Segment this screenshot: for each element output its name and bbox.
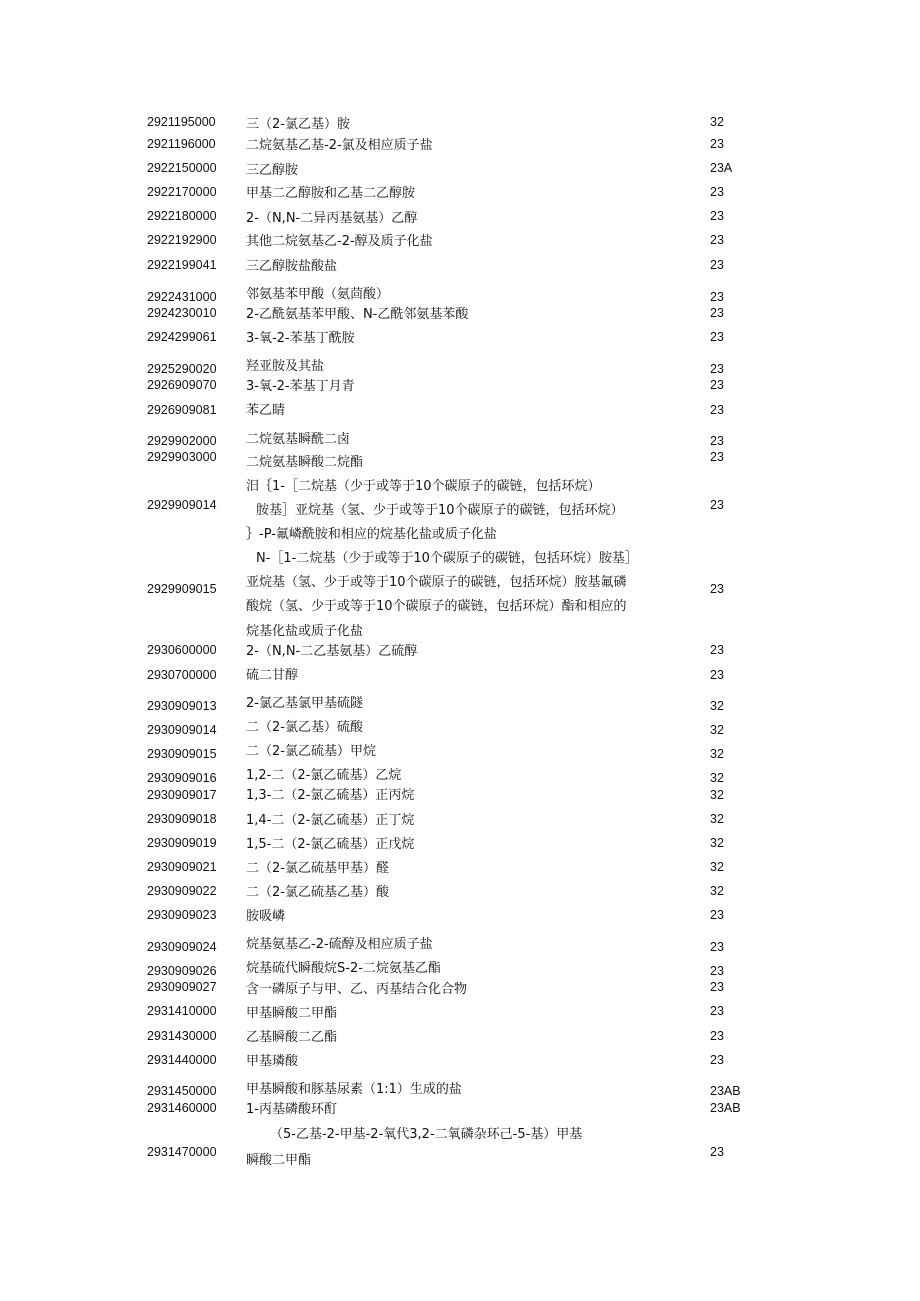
control-category: 23 [710,137,724,151]
hs-code: 2930909024 [147,940,217,954]
item-description-line: 2-（N,N-二异丙基氨基）乙醇 [246,211,418,226]
hs-code: 2930700000 [147,668,217,682]
item-description-line: 胺吸嶙 [246,909,286,924]
item-description-line: 烷基氨基乙-2-硫醇及相应质子盐 [246,937,433,952]
control-category: 23 [710,185,724,199]
hs-code: 2922192900 [147,233,217,247]
item-description-line: 硫二甘醇 [246,668,299,683]
control-category: 23 [710,330,724,344]
item-description-line: 2-氯乙基氯甲基硫隧 [246,696,363,711]
control-category: 23 [710,1029,724,1043]
item-description-line: 邻氨基苯甲酸（氨茴酸） [246,287,390,302]
item-description-line: 含一磷原子与甲、乙、丙基结合化合物 [246,982,468,997]
hs-code: 2926909081 [147,403,217,417]
item-description-line: 2-（N,N-二乙基氨基）乙硫醇 [246,644,418,659]
item-description-line: 亚烷基（氢、少于或等于10个碳原子的碳链，包括环烷）胺基氟磷 [246,575,627,590]
control-category: 23 [710,362,724,376]
hs-code: 2930600000 [147,643,217,657]
control-category: 23 [710,290,724,304]
hs-code: 2930909023 [147,908,217,922]
control-category: 23 [710,582,724,596]
item-description-line: 3-氧-2-苯基丁酰胺 [246,331,355,346]
item-description-line: 烷基化盐或质子化盐 [246,624,364,639]
hs-code: 2922150000 [147,161,217,175]
hs-code: 2930909014 [147,723,217,737]
item-description-line: 甲基瞬酸和豚基尿素（1:1）生成的盐 [246,1082,462,1097]
hs-code: 2930909019 [147,836,217,850]
hs-code: 2930909015 [147,747,217,761]
hs-code: 2930909016 [147,771,217,785]
item-description-line: 二烷氨基乙基-2-氯及相应质子盐 [246,138,433,153]
hs-code: 2921196000 [147,137,216,151]
control-category: 23AB [710,1101,741,1115]
item-description-line: 二（2-氯乙硫基）甲烷 [246,744,376,759]
hs-code: 2922170000 [147,185,217,199]
control-category: 32 [710,812,724,826]
control-category: 23AB [710,1084,741,1098]
hs-code: 2930909013 [147,699,217,713]
control-category: 23 [710,378,724,392]
hs-code: 2924230010 [147,306,217,320]
item-description-line: 汨｛1-［二烷基（少于或等于10个碳原子的碳链，包括环烷） [246,479,601,494]
hs-code: 2931470000 [147,1145,217,1159]
hs-code: 2931440000 [147,1053,217,1067]
control-category: 23 [710,908,724,922]
control-category: 23 [710,1053,724,1067]
control-category: 23 [710,980,724,994]
item-description-line: ｝-P-氟嶙酰胺和相应的烷基化盐或质子化盐 [246,527,497,542]
control-category: 32 [710,788,724,802]
item-description-line: 羟亚胺及其盐 [246,359,325,374]
hs-code: 2926909070 [147,378,217,392]
hs-code: 2922199041 [147,258,217,272]
control-category: 23 [710,668,724,682]
control-category: 32 [710,115,724,129]
item-description-line: （5-乙基-2-甲基-2-氧代3,2-二氧磷杂环己-5-基）甲基 [270,1127,583,1142]
hs-code: 2924299061 [147,330,217,344]
control-category: 32 [710,723,724,737]
item-description-line: 甲基璘酸 [246,1054,299,1069]
item-description-line: N-［1-二烷基（少于或等于10个碳原子的碳链，包括环烷）胺基］ [256,551,638,566]
control-category: 23A [710,161,733,175]
item-description-line: 酸烷（氢、少于或等于10个碳原子的碳链，包括环烷）酯和相应的 [246,599,627,614]
hs-code: 2922180000 [147,209,217,223]
item-description-line: 1,2-二（2-氯乙硫基）乙烷 [246,768,402,783]
hs-code: 2929903000 [147,450,217,464]
hs-code: 2931430000 [147,1029,217,1043]
hs-code: 2929909014 [147,498,217,512]
control-category: 23 [710,643,724,657]
control-category: 23 [710,964,724,978]
control-category: 23 [710,233,724,247]
hs-code: 2931410000 [147,1004,217,1018]
hs-code: 2930909021 [147,860,217,874]
hs-code: 2930909022 [147,884,217,898]
hs-code: 2930909027 [147,980,217,994]
item-description-line: 三（2-氯乙基）胺 [246,117,350,132]
item-description-line: 胺基］亚烷基（氢、少于或等于10个碳原子的碳链，包括环烷） [256,503,624,518]
control-category: 23 [710,1145,724,1159]
item-description-line: 二烷氨基瞬酸二烷酯 [246,455,364,470]
control-category: 23 [710,498,724,512]
item-description-line: 苯乙睛 [246,403,286,418]
item-description-line: 乙基瞬酸二乙酯 [246,1030,338,1045]
control-category: 32 [710,771,724,785]
control-category: 32 [710,836,724,850]
item-description-line: 1,3-二（2-氯乙硫基）正丙烷 [246,788,415,803]
item-description-line: 1,4-二（2-氯乙硫基）正丁烷 [246,813,415,828]
item-description-line: 甲基瞬酸二甲酯 [246,1006,338,1021]
control-category: 32 [710,747,724,761]
hs-code: 2921195000 [147,115,216,129]
control-category: 23 [710,450,724,464]
control-category: 32 [710,699,724,713]
control-category: 23 [710,434,724,448]
item-description-line: 瞬酸二甲酯 [246,1153,312,1168]
control-category: 32 [710,860,724,874]
item-description-line: 1,5-二（2-氯乙硫基）正戊烷 [246,837,415,852]
control-category: 23 [710,306,724,320]
item-description-line: 二烷氨基瞬酰二卤 [246,432,351,447]
control-category: 23 [710,209,724,223]
item-description-line: 二（2-氯乙基）硫酸 [246,720,363,735]
item-description-line: 烷基硫代瞬酸烷S-2-二烷氨基乙酯 [246,961,441,976]
hs-code: 2930909026 [147,964,217,978]
item-description-line: 3-氧-2-苯基丁月青 [246,379,355,394]
hs-code: 2930909018 [147,812,217,826]
item-description-line: 2-乙酰氨基苯甲酸、N-乙酰邻氨基苯酸 [246,307,469,322]
control-category: 23 [710,403,724,417]
hs-code: 2929909015 [147,582,217,596]
hs-code: 2929902000 [147,434,217,448]
control-category: 23 [710,1004,724,1018]
hs-code: 2931450000 [147,1084,217,1098]
item-description-line: 其他二烷氨基乙-2-醇及质子化盐 [246,234,433,249]
hs-code: 2930909017 [147,788,217,802]
item-description-line: 1-丙基磷酸环酊 [246,1102,337,1117]
control-category: 23 [710,940,724,954]
item-description-line: 二（2-氯乙硫基乙基）酸 [246,885,389,900]
item-description-line: 三乙醇胺 [246,163,299,178]
control-category: 32 [710,884,724,898]
hs-code: 2922431000 [147,290,217,304]
item-description-line: 三乙醇胺盐酸盐 [246,259,338,274]
item-description-line: 甲基二乙醇胺和乙基二乙醇胺 [246,186,416,201]
item-description-line: 二（2-氯乙硫基甲基）醛 [246,861,389,876]
control-category: 23 [710,258,724,272]
hs-code: 2925290020 [147,362,217,376]
hs-code: 2931460000 [147,1101,217,1115]
